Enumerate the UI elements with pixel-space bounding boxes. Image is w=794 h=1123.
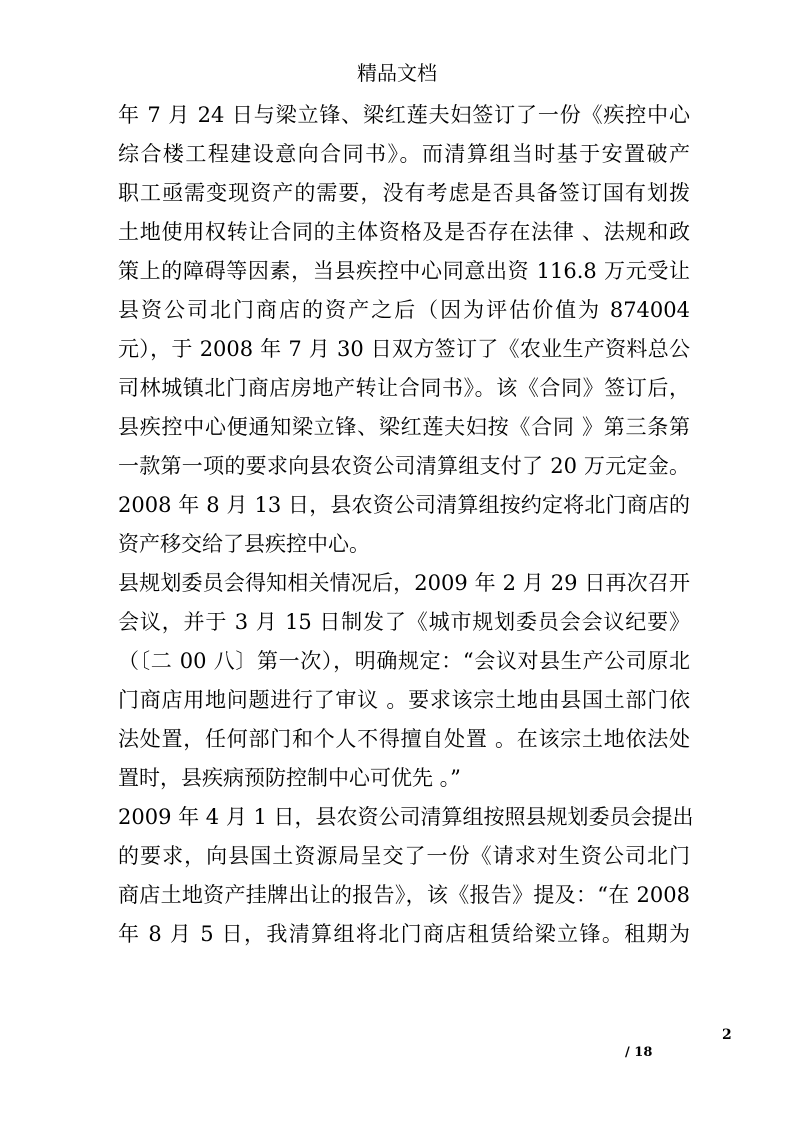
text-line: 职工亟需变现资产的需要，没有考虑是否具备签订国有划拨 (118, 181, 690, 205)
text-line: 县疾控中心便通知梁立锋、梁红莲夫妇按《合同 》第三条第 (118, 415, 690, 439)
text-line: 年 7 月 24 日与梁立锋、梁红莲夫妇签订了一份《疾控中心 (118, 103, 690, 127)
text-line: 资产移交给了县疾控中心。 (118, 532, 370, 556)
text-line: 2008 年 8 月 13 日，县农资公司清算组按约定将北门商店的 (118, 493, 690, 517)
text-line: 商店土地资产挂牌出让的报告》，该《报告》提及：“在 2008 (118, 883, 690, 907)
page-total: / 18 (625, 1045, 653, 1060)
text-line: 县资公司北门商店的资产之后（因为评估价值为 874004 (118, 298, 690, 322)
text-line: 元），于 2008 年 7 月 30 日双方签订了《农业生产资料总公 (118, 337, 690, 361)
text-line: 综合楼工程建设意向合同书》。而清算组当时基于安置破产 (118, 142, 690, 166)
text-line: 土地使用权转让合同的主体资格及是否存在法律 、法规和政 (118, 220, 690, 244)
text-line: 一款第一项的要求向县农资公司清算组支付了 20 万元定金。 (118, 454, 690, 478)
text-line: 司林城镇北门商店房地产转让合同书》。该《合同》签订后， (118, 376, 690, 400)
text-line: 县规划委员会得知相关情况后，2009 年 2 月 29 日再次召开 (118, 571, 690, 595)
page-header-title: 精品文档 (357, 61, 437, 85)
text-line: 门商店用地问题进行了审议 。要求该宗土地由县国土部门依 (118, 688, 690, 712)
text-line: （〔二 00 八〕第一次），明确规定：“会议对县生产公司原北 (118, 649, 690, 673)
text-line: 2009 年 4 月 1 日，县农资公司清算组按照县规划委员会提出 (118, 805, 694, 829)
page-number: 2 (722, 1027, 732, 1043)
text-line: 年 8 月 5 日，我清算组将北门商店租赁给梁立锋。租期为 (118, 922, 690, 946)
text-line: 置时，县疾病预防控制中心可优先 。” (118, 766, 461, 790)
text-line: 策上的障碍等因素，当县疾控中心同意出资 116.8 万元受让 (118, 259, 690, 283)
document-body (118, 96, 694, 954)
text-line: 的要求，向县国土资源局呈交了一份《请求对生资公司北门 (118, 844, 690, 868)
text-line: 会议，并于 3 月 15 日制发了《城市规划委员会会议纪要》 (118, 610, 690, 634)
text-line: 法处置，任何部门和个人不得擅自处置 。在该宗土地依法处 (118, 727, 690, 751)
